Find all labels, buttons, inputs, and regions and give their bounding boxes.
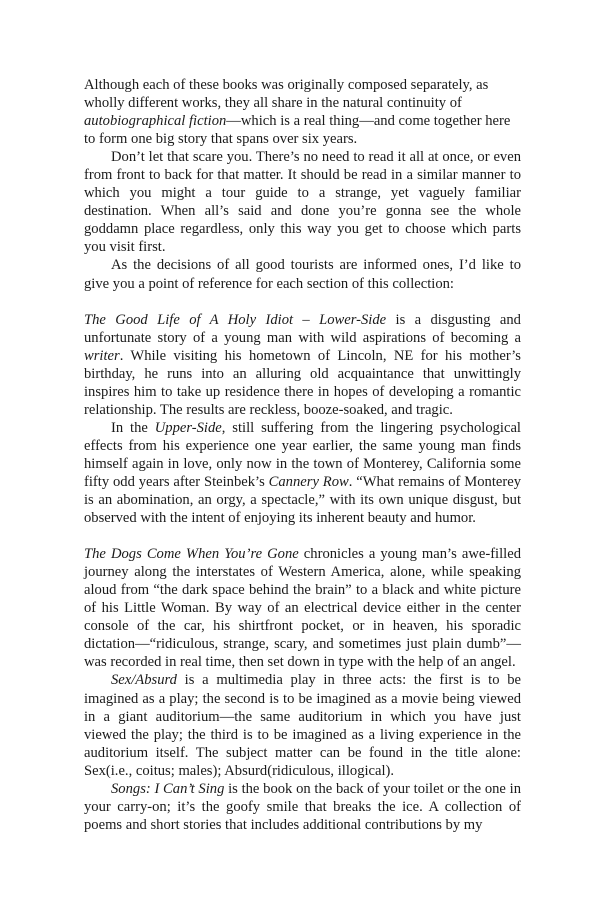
paragraph-point-of-reference: As the decisions of all good tourists are informed ones, I’d like to give you a point of reference for each section of this collection: bbox=[84, 257, 521, 292]
paragraph-sex-absurd: Sex/Absurd is a multimedia play in three acts: the first is to be imagined as a play; the second is to be imagined as a movie being viewed in a giant auditorium—the same auditorium in which you have just viewed the play; the third is to be imagined as a living experience in the auditorium itself. The subject matter can be found in the title alone: Sex(i.e., coitus; males); Absurd(ridiculous, illogical). bbox=[84, 672, 521, 779]
body-text bbox=[84, 76, 521, 834]
paragraph-upper-side: In the Upper-Side, still suffering from the lingering psychological effects from his experience one year earlier, the same young man finds himself again in love, only now in the town of Monterey, California some fifty odd years after Steinbek’s Cannery Row. “What remains of Monterey is an abomination, an orgy, a spectacle,” with its own unique disgust, but observed with the intent of enjoying its inherent beauty and humor. bbox=[84, 419, 521, 527]
paragraph-intro: Although each of these books was originally composed separately, as wholly different works, they all share in the natural continuity of autobiographical fiction—which is a real thing—and come together here to form one big story that spans over six years. bbox=[84, 77, 511, 148]
paragraph-holy-idiot-lower-side: The Good Life of A Holy Idiot – Lower-Side is a disgusting and unfortunate story of a young man with wild aspirations of becoming a writer. While visiting his hometown of Lincoln, NE for his mother’s birthday, he runs into an alluring old acquaintance that unwittingly inspires him to take up residence there in hopes of developing a romantic relationship. The results are reckless, booze-soaked, and tragic. bbox=[84, 311, 521, 418]
paragraph-dogs-come-when-youre-gone: The Dogs Come When You’re Gone chronicles a young man’s awe-filled journey along the interstates of Western America, alone, while speaking aloud from “the dark space behind the brain” to a black and white picture of his Little Woman. By way of an electrical device either in the center console of the car, his shirtfront pocket, or in heaven, his sporadic dictation—“ridiculous, strange, scary, and sometimes just plain dumb”—was recorded in real time, then set down in type with the help of an angel. bbox=[84, 546, 521, 671]
paragraph-songs-i-cant-sing: Songs: I Can’t Sing is the book on the back of your toilet or the one in your carry-on; it’s the goofy smile that breaks the ice. A collection of poems and short stories that includes additional contributions by my bbox=[84, 780, 521, 833]
paragraph-dont-let-that-scare-you: Don’t let that scare you. There’s no need to read it all at once, or even from front to back for that matter. It should be read in a similar manner to which you might a tour guide to a strange, yet vaguely familiar destination. When all’s said and done you’re gonna see the whole goddamn place regardless, only this way you get to choose which parts you visit first. bbox=[84, 149, 521, 256]
